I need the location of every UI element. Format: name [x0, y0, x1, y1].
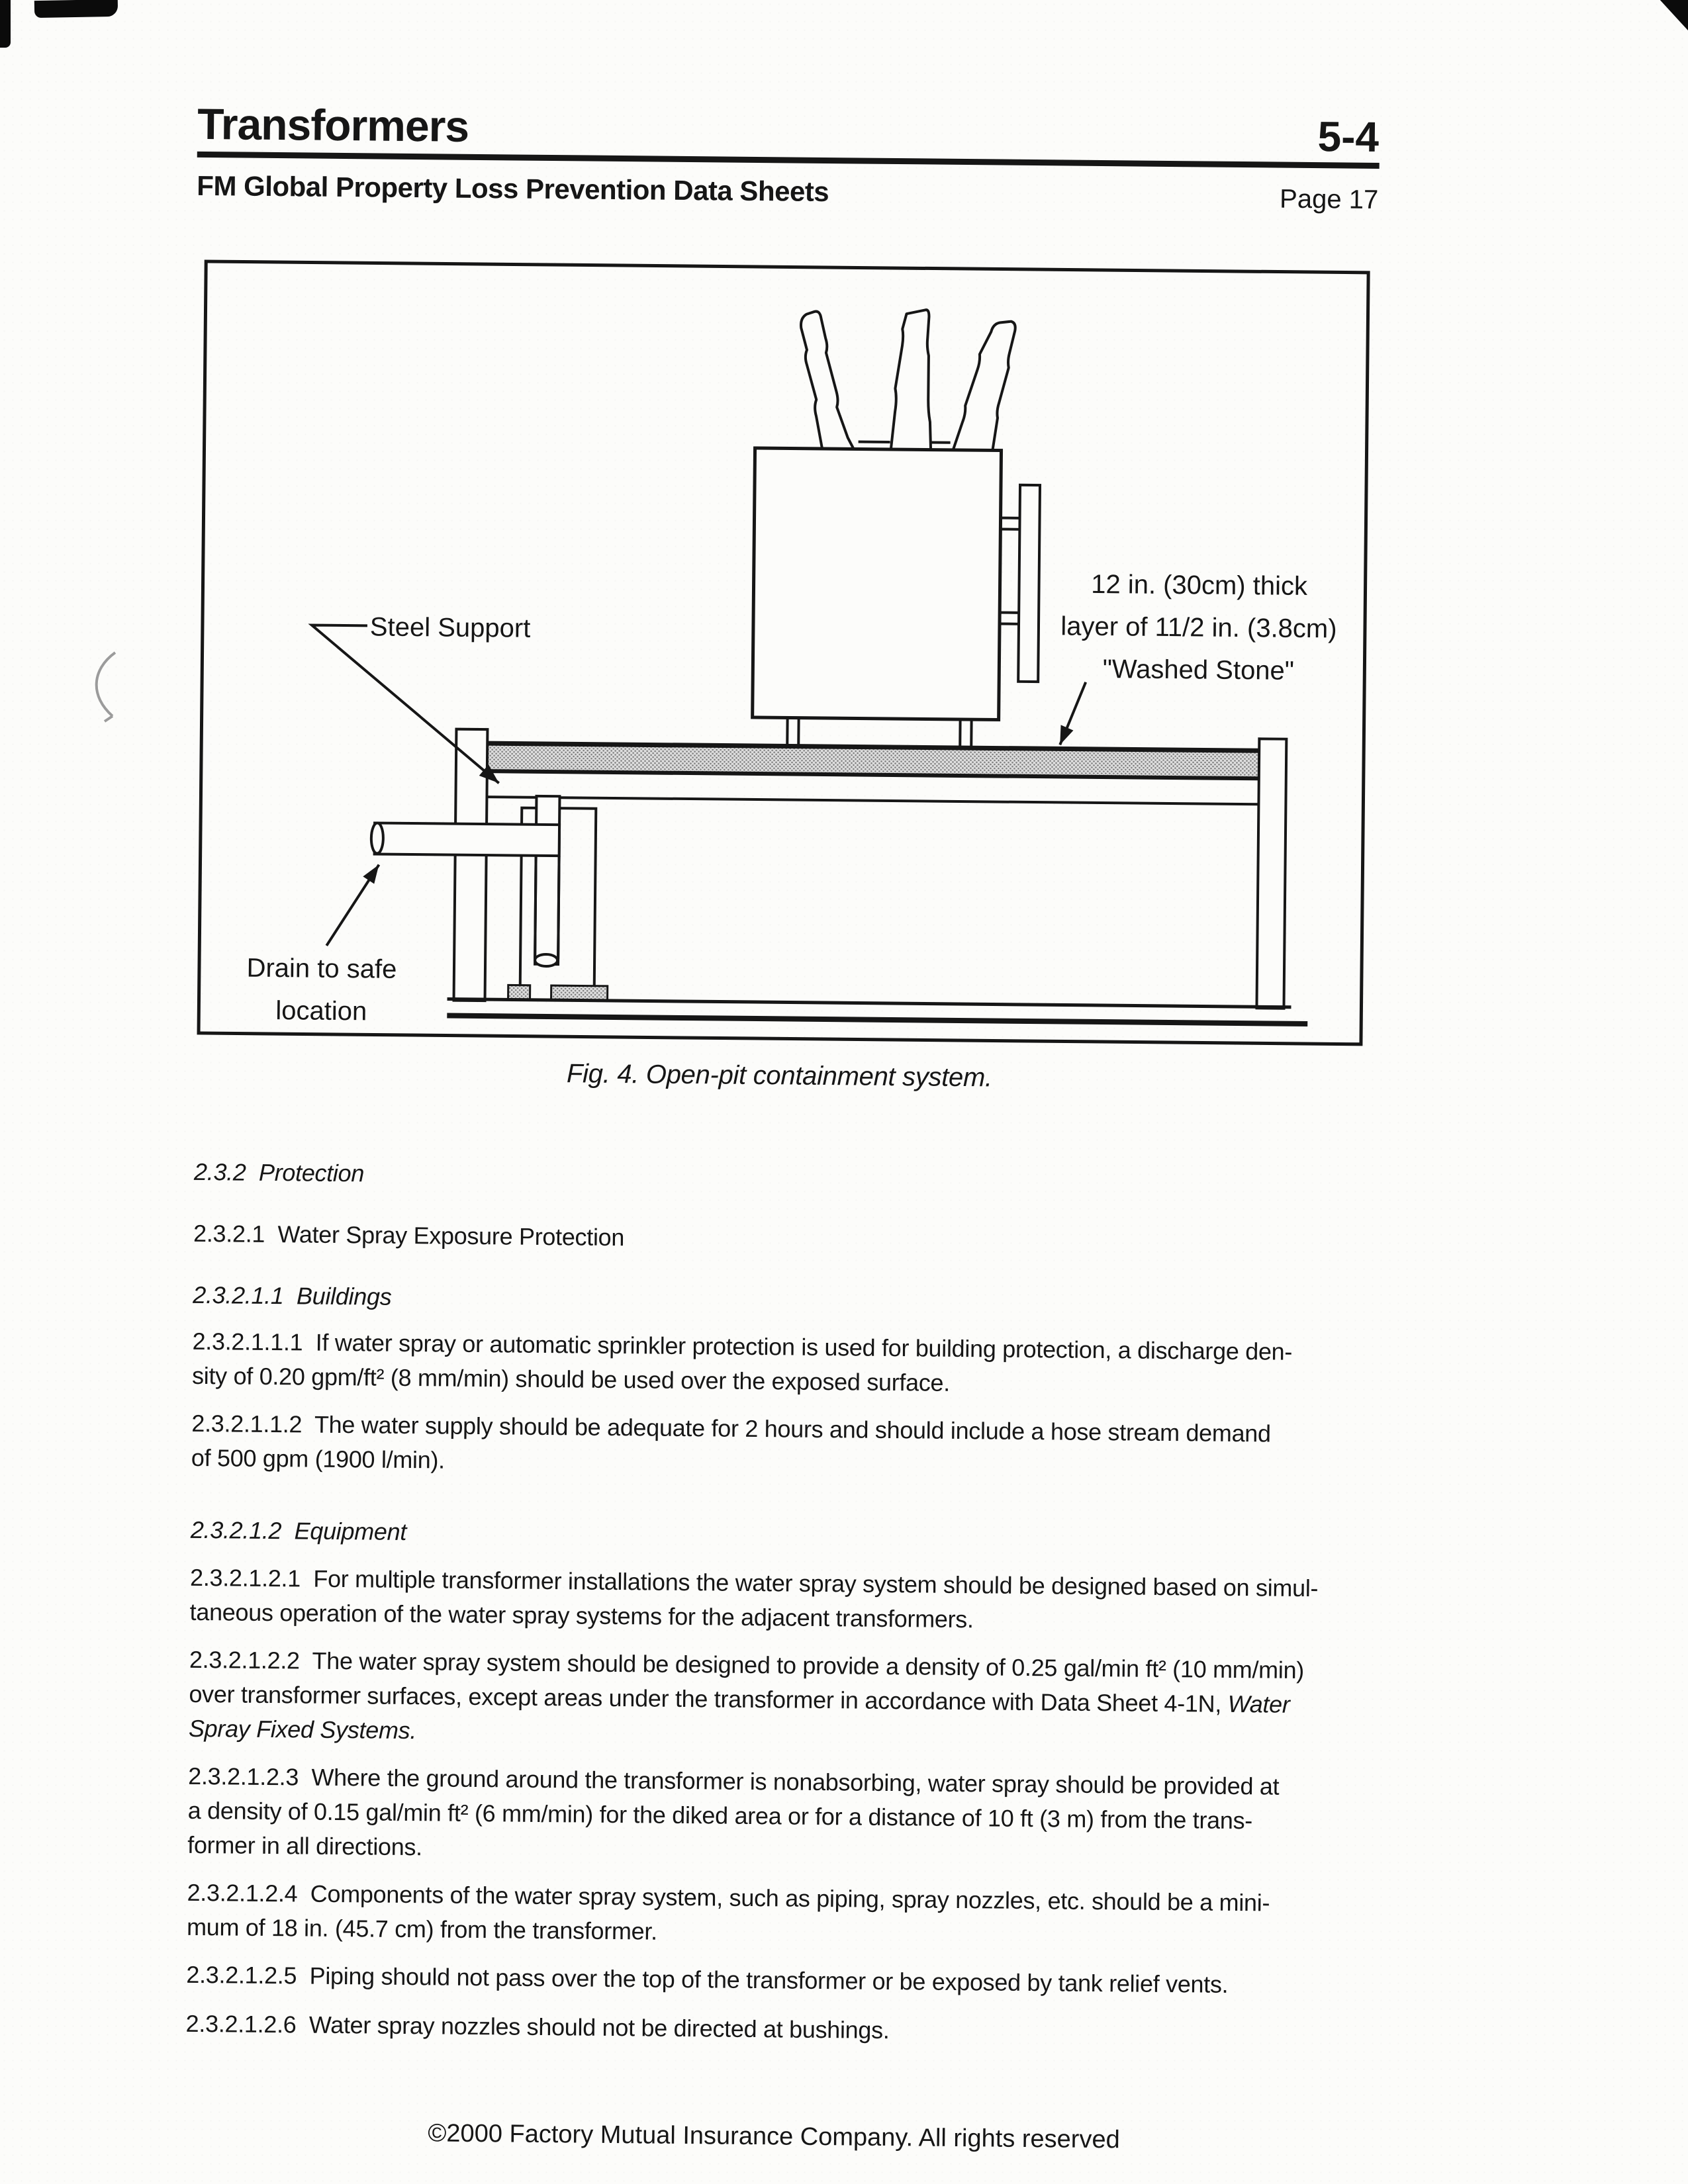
text-line: Spray Fixed Systems.: [188, 1714, 417, 1745]
tank-body: [753, 448, 1002, 720]
heading-text: 2.3.2.1.1 Buildings: [193, 1281, 392, 1310]
radiator-panel: [998, 485, 1040, 682]
italic-text-run: Water: [1227, 1690, 1290, 1718]
heading-text: 2.3.2 Protection: [193, 1158, 365, 1187]
label-stone-line1: 12 in. (30cm) thick: [1090, 569, 1308, 601]
heading-2-3-2-1-1: [193, 1278, 1450, 1324]
paragraph-2-3-2-1-2-1: [189, 1561, 1448, 1641]
text-line: taneous operation of the water spray systems for the adjacent transformers.: [189, 1598, 974, 1633]
figure-4-container: [197, 259, 1370, 1046]
paragraph-2-3-2-1-2-4: [187, 1876, 1445, 1956]
steel-support-post-right: [1256, 739, 1286, 1008]
datasheet-number: 5-4: [1317, 113, 1380, 161]
heading-2-3-2: [194, 1155, 1452, 1201]
text-line: 2.3.2.1.2.4 Components of the water spray system, such as piping, spray nozzles, etc. should be a mini-: [187, 1878, 1270, 1917]
text-line: 2.3.2.1.1.2 The water supply should be adequate for 2 hours and should include a hose stream demand: [191, 1409, 1271, 1447]
heading-2-3-2-1-2: [191, 1513, 1448, 1559]
text-line: a density of 0.15 gal/min ft² (6 mm/min) for the diked area or for a distance of 10 ft (3 m) from the trans-: [187, 1796, 1253, 1835]
arrow-washed-stone: [1060, 682, 1086, 745]
text-line: sity of 0.20 gpm/ft² (8 mm/min) should be used over the exposed surface.: [191, 1361, 951, 1396]
paragraph-2-3-2-1-2-5: [186, 1958, 1444, 2004]
pipe-open-end: [371, 823, 383, 853]
text-line: 2.3.2.1.2.1 For multiple transformer installations the water spray system should be designed based on simul-: [189, 1563, 1319, 1602]
transformer-tank: [752, 448, 1001, 749]
transformer-bushings: [800, 308, 1015, 459]
document-title: Transformers: [197, 99, 469, 151]
pit-floor: [447, 999, 1307, 1024]
label-drain-line1: Drain to safe: [246, 953, 397, 984]
text-line: 2.3.2.1.2.5 Piping should not pass over the top of the transformer or be exposed by tank relief vents.: [186, 1960, 1229, 1998]
text-line: 2.3.2.1.1.1 If water spray or automatic sprinkler protection is used for building protection, a discharge den-: [192, 1327, 1293, 1365]
drain-standpipe: [535, 796, 559, 964]
document-subtitle: FM Global Property Loss Prevention Data Sheets: [197, 169, 829, 208]
label-steel-support: Steel Support: [369, 612, 531, 643]
tank-leg-left: [787, 717, 798, 746]
text-line: 2.3.2.1.2.3 Where the ground around the transformer is nonabsorbing, water spray should be provided at: [188, 1762, 1280, 1800]
arrow-drain: [326, 864, 379, 946]
paragraph-2-3-2-1-1-1: [192, 1324, 1450, 1405]
tank-leg-right: [960, 719, 971, 748]
paragraph-2-3-2-1-1-2: [191, 1406, 1450, 1487]
heading-2-3-2-1: [193, 1216, 1451, 1263]
leader-steel-support: [310, 625, 500, 784]
paragraph-2-3-2-1-2-3: [187, 1759, 1446, 1874]
text-run: over transformer surfaces, except areas under the transformer in accordance with Data Sheet 4-1N,: [189, 1680, 1228, 1717]
heading-text: 2.3.2.1.2 Equipment: [190, 1516, 407, 1545]
text-line: 2.3.2.1.2.6 Water spray nozzles should not be directed at bushings.: [185, 2009, 890, 2044]
drain-pipe-horizontal: [371, 823, 559, 856]
paragraph-2-3-2-1-2-2: [189, 1643, 1447, 1758]
page-number: Page 17: [1279, 184, 1379, 215]
label-stone-line2: layer of 11/2 in. (3.8cm): [1060, 612, 1337, 644]
heading-text: 2.3.2.1 Water Spray Exposure Protection: [193, 1219, 625, 1251]
figure-caption: Fig. 4. Open-pit containment system.: [566, 1059, 993, 1093]
label-drain-line2: location: [275, 996, 367, 1026]
paragraph-2-3-2-1-2-6: [185, 2007, 1443, 2053]
copyright-notice: ©2000 Factory Mutual Insurance Company. All rights reserved: [428, 2119, 1120, 2154]
text-line: of 500 gpm (1900 l/min).: [191, 1443, 445, 1474]
figure-diagram: [197, 259, 1370, 1046]
label-stone-line3: "Washed Stone": [1102, 655, 1295, 686]
text-line: 2.3.2.1.2.2 The water spray system should be designed to provide a density of 0.25 gal/min ft² (10 mm/min): [189, 1645, 1305, 1684]
washed-stone-layer: [487, 743, 1259, 778]
deck-line: [487, 797, 1258, 804]
text-line: mum of 18 in. (45.7 cm) from the transformer.: [186, 1913, 657, 1945]
text-line: former in all directions.: [187, 1831, 423, 1861]
